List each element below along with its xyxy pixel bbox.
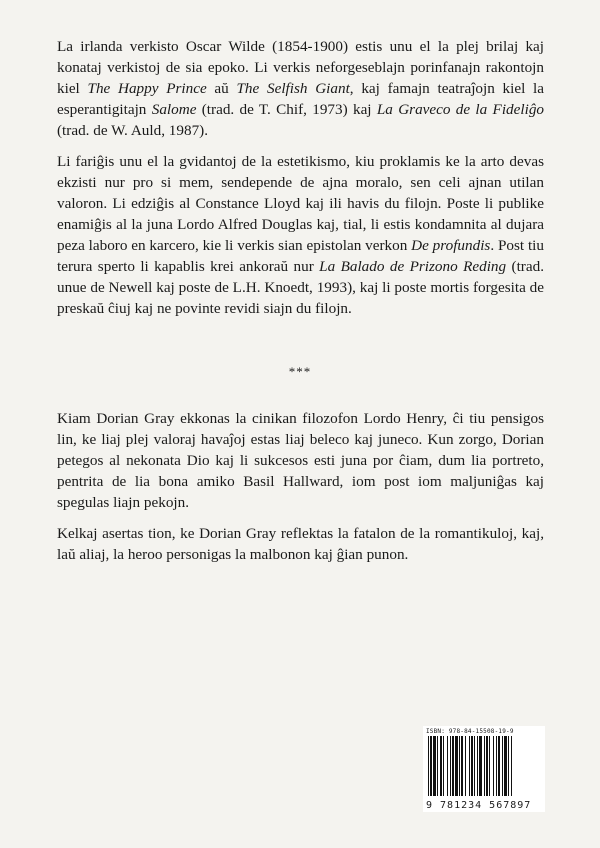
text-run: . Post tiu terura sperto li kapablis krei ankoraŭ nur [57, 237, 544, 275]
barcode-area [423, 726, 545, 812]
section-separator: *** [288, 364, 312, 379]
text-run: , kaj famajn teatraĵojn kiel la esperantigitajn [57, 80, 544, 118]
italic-title: Salome [151, 101, 197, 118]
barcode-icon [426, 736, 542, 798]
biography-paragraph-1 [57, 36, 544, 141]
isbn-number: ISBN: 978-84-15508-19-9 [426, 728, 514, 735]
text-run: (trad. de T. Chif, 1973) kaj [196, 101, 377, 118]
text-run: (trad. unue de Newell kaj poste de L.H. Knoedt, 1993), kaj li poste mortis forgesita de preskaŭ ĉiuj kaj ne povinte revidi siajn du filojn. [57, 258, 544, 317]
text-run: La irlanda verkisto Oscar Wilde (1854-1900) estis unu el la plej brilaj kaj konataj verkistoj de sia epoko. Li verkis neforgeseblajn porinfanajn rakontojn kiel [57, 38, 544, 97]
italic-title: La Balado de Prizono Reding [319, 258, 507, 275]
summary-paragraph-2: Kelkaj asertas tion, ke Dorian Gray reflektas la fatalon de la romantikuloj, kaj, laŭ aliaj, la heroo personigas la malbonon kaj ĝian punon. [57, 525, 544, 563]
italic-title: La Graveco de la Fideliĝo [376, 101, 545, 118]
summary-paragraph-1: Kiam Dorian Gray ekkonas la cinikan filozofon Lordo Henry, ĉi tiu pensigos lin, ke liaj plej valoraj havaĵoj estas liaj beleco kaj juneco. Kun zorgo, Dorian petegos al nekonata Dio kaj li sukcesos esti juna por ĉiam, dum lia portreto, pentrita de lia bona amiko Basil Hallward, iom post iom maljuniĝas kaj spegulas liajn pekojn. [57, 410, 544, 511]
text-run: (trad. de W. Auld, 1987). [57, 122, 209, 139]
author-biography [57, 36, 544, 329]
book-summary [57, 408, 544, 575]
biography-paragraph-2 [57, 151, 544, 319]
italic-title: The Happy Prince [87, 80, 207, 97]
barcode-digits: 9 781234 567897 [426, 800, 532, 811]
italic-title: De profundis [411, 237, 491, 254]
italic-title: The Selfish Giant [236, 80, 350, 97]
text-run: aŭ [206, 80, 237, 97]
text-run: Li fariĝis unu el la gvidantoj de la estetikismo, kiu proklamis ke la arto devas ekzisti nur pro si mem, sendepende de ajna moralo, sen celi ajnan utilan valoron. Li edziĝis al Constance Lloyd kaj ili havis du filojn. Poste li publike enamiĝis al la juna Lordo Alfred Douglas kaj, tial, li estis kondamnita al dujara peza laboro en karcero, kie li verkis sian epistolan verkon [57, 153, 544, 254]
